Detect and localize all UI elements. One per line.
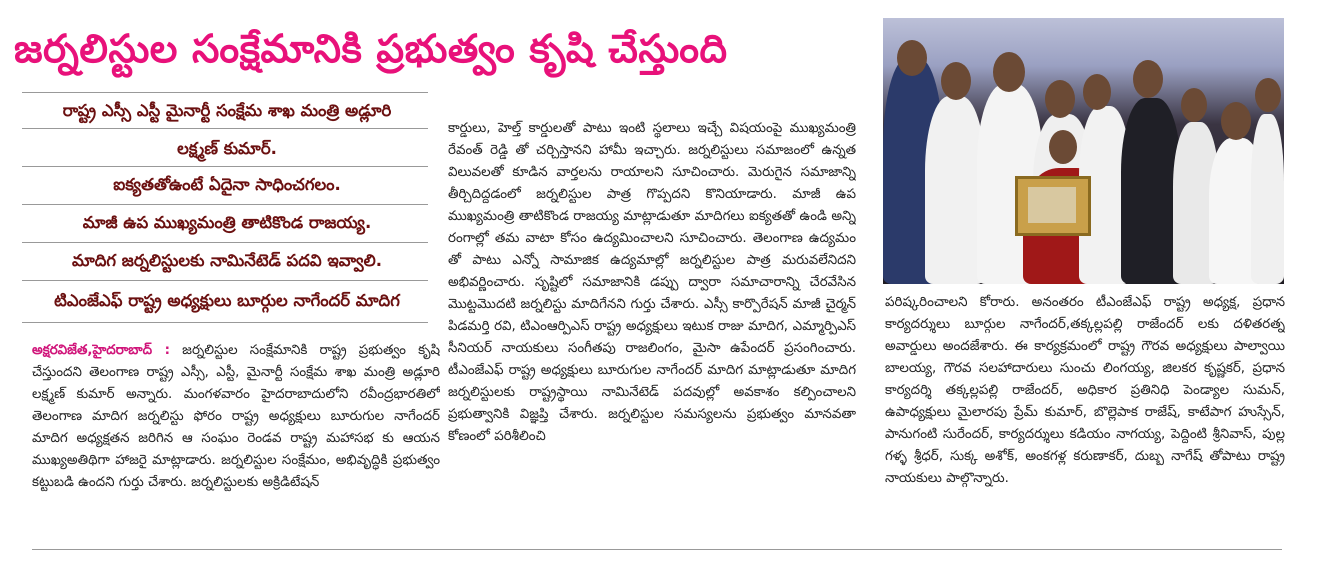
photo-person bbox=[1251, 114, 1284, 284]
bottom-rule bbox=[32, 549, 1282, 550]
award-frame bbox=[1015, 176, 1091, 236]
photo-person bbox=[897, 40, 927, 76]
subhead-divider bbox=[22, 204, 428, 205]
headline: జర్నలిస్టుల సంక్షేమానికి ప్రభుత్వం కృషి చేస్తుంది bbox=[14, 27, 728, 72]
column-2 bbox=[448, 118, 856, 538]
dateline: అక్షరవిజేత,హైదరాబాద్ : bbox=[32, 343, 171, 358]
photo-person bbox=[1083, 74, 1111, 110]
subhead-divider bbox=[22, 166, 428, 167]
column-3 bbox=[885, 292, 1285, 542]
divider bbox=[440, 100, 870, 101]
photo-person bbox=[1049, 130, 1077, 164]
column-1-text: జర్నలిస్టుల సంక్షేమానికి రాష్ట్ర ప్రభుత్వం కృషి చేస్తుందని తెలంగాణ రాష్ట్ర ఎస్సీ, ఎస్టీ, మైనార్టీ సంక్షేమ శాఖ మంత్రి అడ్లూరి లక్ష్మణ్ కుమార్ అన్నారు. మంగళవారం హైదరాబాదులోని రవీంద్రభారతిలో తెలంగాణ మాదిగ జర్నలిస్టు ఫోరం రాష్ట్ర అధ్యక్షులు బూరుగుల నాగేందర్ మాదిగ అధ్యక్షతన జరిగిన ఆ సంఘం రెండవ రాష్ట్ర మహాసభ కు ఆయన ముఖ్యఅతిథిగా హాజరై మాట్లాడారు. జర్నలిస్టుల సంక్షేమం, అభివృద్ధికి ప్రభుత్వం కట్టుబడి ఉందని గుర్తు చేశారు. జర్నలిస్టులకు అక్రిడిటేషన్ bbox=[32, 343, 440, 490]
photo-person bbox=[993, 52, 1025, 92]
subhead-divider bbox=[22, 128, 428, 129]
column-1 bbox=[32, 340, 440, 540]
photo-person bbox=[1045, 80, 1075, 118]
subhead-divider bbox=[22, 92, 428, 93]
photo-person bbox=[1133, 60, 1163, 98]
subhead-3: ఐక్యతతోఉంటే ఏదైనా సాధించగలం. bbox=[113, 175, 341, 194]
photo-person bbox=[1121, 98, 1181, 284]
photo-person bbox=[1181, 88, 1207, 122]
subhead-2: లక్ష్మణ్ కుమార్. bbox=[177, 139, 277, 158]
photo-person bbox=[1255, 78, 1281, 112]
photo-person bbox=[1221, 102, 1251, 140]
subhead-6: టిఎంజేఎఫ్ రాష్ట్ర అధ్యక్షులు బూర్గుల నాగేందర్ మాదిగ bbox=[54, 291, 400, 310]
subhead-divider bbox=[22, 242, 428, 243]
column-3-text: పరిష్కరించాలని కోరారు. అనంతరం టీఎంజేఎఫ్ రాష్ట్ర అధ్యక్ష, ప్రధాన కార్యదర్శులు బూర్గుల నాగేందర్,తక్కల్లపల్లి రాజేందర్ లకు దళితరత్న అవార్డులు అందజేశారు. ఈ కార్యక్రమంలో రాష్ట్ర గౌరవ అధ్యక్షులు పాల్వాయి బాలయ్య, గౌరవ సలహాదారులు సుంచు లింగయ్య, జిలకర కృష్ణకర్, ప్రధాన కార్యదర్శి తక్కల్లపల్లి రాజేందర్, అధికార ప్రతినిధి పెండ్యాల సుమన్, ఉపాధ్యక్షులు మైలారపు ప్రేమ్ కుమార్, బొల్లెపాక రాజేష్, కాటేపాగ హుస్సేన్, పానుగంటి సురేందర్, కార్యదర్శులు కడియం నాగయ్య, పెద్దింటి శ్రీనివాస్, పుల్ల గళ్ళ శ్రీధర్, సుక్క అశోక్, అంకగళ్ల కరుణాకర్, దుబ్బ నాగేష్ తోపాటు రాష్ట్ర నాయకులు పాల్గొన్నారు. bbox=[885, 295, 1285, 486]
subhead-divider bbox=[22, 280, 428, 281]
award-frame-picture bbox=[1028, 187, 1076, 223]
photo-person bbox=[925, 96, 985, 284]
column-2-text: కార్డులు, హెల్త్ కార్డులతో పాటు ఇంటి స్థలాలు ఇచ్చే విషయంపై ముఖ్యమంత్రి రేవంత్ రెడ్డి తో చర్చిస్తానని హామీ ఇచ్చారు. జర్నలిస్టులు సమాజంలో ఉన్నత విలువలతో కూడిన వార్తలను రాయాలని సూచించారు. మెరుగైన సమాజాన్ని తీర్చిదిద్దడంలో జర్నలిస్టుల పాత్ర గొప్పదని కొనియాడారు. మాజీ ఉప ముఖ్యమంత్రి తాటికొండ రాజయ్య మాట్లాడుతూ మాదిగలు ఐక్యతతో ఉండి అన్ని రంగాల్లో తమ వాటా కోసం ఉద్యమించాలని సూచించారు. తెలంగాణ ఉద్యమం తో పాటు ఎన్నో సామాజిక ఉద్యమాల్లో జర్నలిస్టుల పాత్ర మరువలేనిదని అభివర్ణించారు. సృష్టిలో సమాజానికి డప్పు ద్వారా సమాచారాన్ని చేరవేసిన మొట్టమొదటి జర్నలిస్టు మాదిగేనని గుర్తు చేశారు. ఎస్సీ కార్పొరేషన్ మాజీ చైర్మన్ పిడమర్తి రవి, టిఎంఆర్పిఎస్ రాష్ట్ర అధ్యక్షులు ఇటుక రాజు మాదిగ, ఎమ్మార్పిఎస్ సీనియర్ నాయకులు సంగీతపు రాజలింగం, మైసా ఉపేందర్ ప్రసంగించారు. టీఎంజేఎఫ్ రాష్ట్ర అధ్యక్షులు బూరుగుల నాగేందర్ మాదిగ మాట్లాడుతూ మాదిగ జర్నలిస్టులకు రాష్ట్రస్థాయి నామినేటెడ్ పదవుల్లో అవకాశం కల్పించాలని ప్రభుత్వానికి విజ్ఞప్తి చేశారు. జర్నలిస్టుల సమస్యలను ప్రభుత్వం మానవతా కోణంలో పరిశీలించి bbox=[448, 121, 856, 444]
photo-person bbox=[941, 62, 971, 100]
subhead-1: రాష్ట్ర ఎస్సీ ఎస్టీ మైనార్టీ సంక్షేమ శాఖ మంత్రి అడ్లూరి bbox=[62, 101, 392, 120]
subhead-4: మాజీ ఉప ముఖ్యమంత్రి తాటికొండ రాజయ్య. bbox=[82, 213, 372, 232]
news-photo bbox=[883, 18, 1284, 284]
subhead-5: మాదిగ జర్నలిస్టులకు నామినేటెడ్ పదవి ఇవ్వాలి. bbox=[72, 251, 382, 270]
subhead-divider bbox=[22, 322, 428, 323]
